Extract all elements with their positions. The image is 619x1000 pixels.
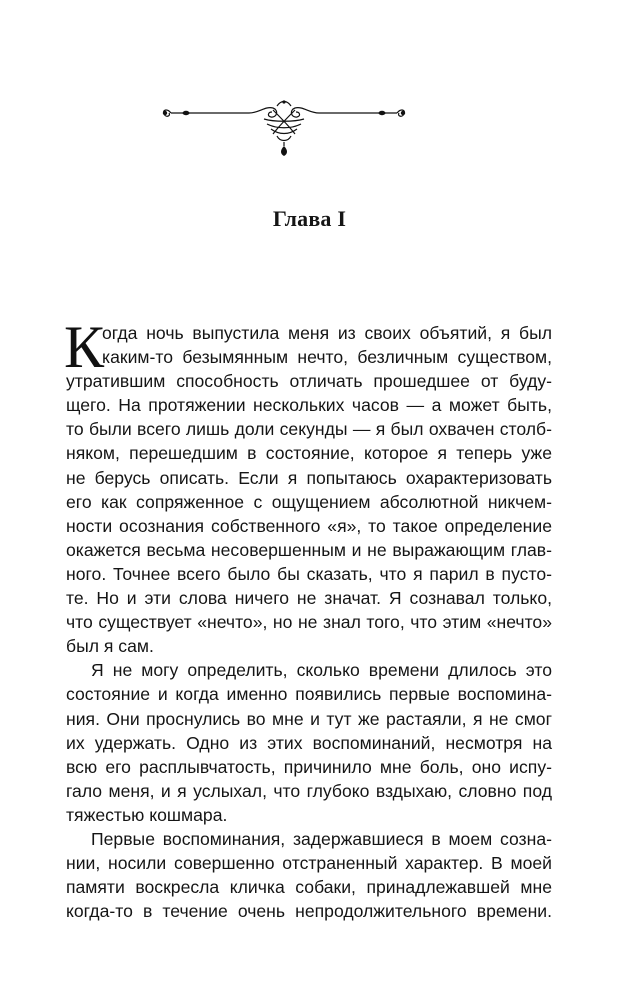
text-line: няком, перешедшим в состояние, которое я теперь уже <box>66 443 552 464</box>
text-line: всю его расплывчатость, причинило мне боль, оно испу- <box>66 756 552 777</box>
text-line: те. Но и эти слова ничего не значат. Я сознавал только, <box>66 588 552 609</box>
text-line: Я не могу определить, сколько времени длилось это <box>91 660 552 681</box>
text-line: огда ночь выпустила меня из своих объятий, я был <box>102 323 552 343</box>
text-line: состояние и когда именно появились первые воспомина- <box>66 684 552 705</box>
drop-cap-letter: К <box>64 314 105 380</box>
text-line: щего. На протяжении нескольких часов — а может быть, <box>66 395 552 416</box>
text-line: окажется весьма несовершенным и не выражающим глав- <box>66 539 552 560</box>
text-line: ния. Они проснулись во мне и тут же растаяли, я не смог <box>66 708 552 729</box>
text-line: ного. Точнее всего было бы сказать, что я парил в пусто- <box>66 563 552 584</box>
text-line: гало меня, и я услыхал, что глубоко вздыхаю, словно под <box>66 780 552 801</box>
text-line: то были всего лишь доли секунды — я был охвачен столб- <box>66 419 552 440</box>
chapter-title: Глава I <box>272 206 347 231</box>
text-line: его как сопряженное с ощущением абсолютной никчем- <box>66 491 552 512</box>
text-line: каким-то безымянным нечто, безличным существом, <box>102 347 552 368</box>
text-line: ности осознания собственного «я», то такое определение <box>66 515 552 536</box>
text-line: был я сам. <box>66 636 154 657</box>
chapter-body-text <box>64 314 552 923</box>
text-line: их удержать. Одно из этих воспоминаний, несмотря на <box>66 732 552 753</box>
text-line: когда-то в течение очень непродолжительного времени. <box>66 901 552 922</box>
text-line: не берусь описать. Если я попытаюсь охарактеризовать <box>66 467 552 488</box>
text-line: тяжестью кошмара. <box>66 804 228 825</box>
text-line: нии, носили совершенно отстраненный характер. В моей <box>66 853 552 874</box>
decorative-flourish-icon <box>159 96 409 160</box>
text-line: Первые воспоминания, задержавшиеся в моем созна- <box>91 828 552 849</box>
text-line: памяти воскресла кличка собаки, принадлежавшей мне <box>66 877 552 898</box>
text-line: утратившим способность отличать прошедшее от буду- <box>66 371 552 392</box>
text-line: что существует «нечто», но не знал того, что этим «нечто» <box>66 612 552 633</box>
